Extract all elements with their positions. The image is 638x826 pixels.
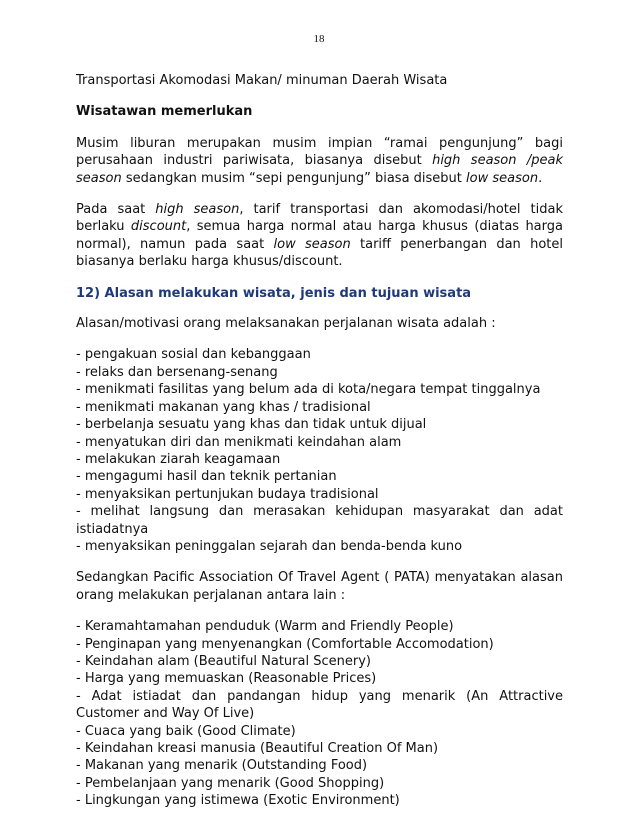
- motivation-list: [76, 346, 563, 555]
- subheading: Wisatawan memerlukan: [76, 104, 253, 120]
- paragraph-tariff: [76, 201, 563, 271]
- list-item: - menyaksikan peninggalan sejarah dan benda-benda kuno: [76, 538, 463, 554]
- list-item: - Keindahan kreasi manusia (Beautiful Creation Of Man): [76, 741, 439, 756]
- list-item: - Keindahan alam (Beautiful Natural Scenery): [76, 653, 371, 669]
- topic-line: Transportasi Akomodasi Makan/ minuman Daerah Wisata: [76, 73, 448, 88]
- section-heading: 12) Alasan melakukan wisata, jenis dan tujuan wisata: [76, 285, 472, 301]
- paragraph-text: Musim liburan merupakan musim impian “ramai pengunjung” bagi perusahaan industri pariwisata, biasanya disebut: [76, 135, 563, 169]
- list-item: - melakukan ziarah keagamaan: [76, 451, 281, 467]
- page-number: 18: [313, 33, 325, 45]
- list-item: - melihat langsung dan merasakan kehidupan masyarakat dan adat istiadatnya: [76, 504, 563, 537]
- list-item: - pengakuan sosial dan kebanggaan: [76, 347, 311, 363]
- list-item: - Pembelanjaan yang menarik (Good Shopping): [76, 775, 385, 791]
- paragraph-text: sedangkan musim “sepi pengunjung” biasa disebut: [121, 170, 467, 186]
- italic-term: discount: [130, 219, 187, 235]
- italic-term: low season: [466, 170, 539, 186]
- paragraph-seasons: [76, 135, 563, 187]
- page-content: [76, 72, 563, 824]
- list-item: - relaks dan bersenang-senang: [76, 364, 278, 380]
- list-item: - menyaksikan pertunjukan budaya tradisional: [76, 486, 379, 502]
- list-item: - Makanan yang menarik (Outstanding Food): [76, 758, 368, 774]
- list-item: - Lingkungan yang istimewa (Exotic Environment): [76, 793, 400, 809]
- list-item: - menyatukan diri dan menikmati keindahan alam: [76, 434, 402, 450]
- list-item: - Keramahtamahan penduduk (Warm and Friendly People): [76, 619, 454, 635]
- pata-reasons-list: [76, 618, 563, 809]
- list-item: - Harga yang memuaskan (Reasonable Prices): [76, 671, 377, 687]
- italic-term: high season: [155, 202, 240, 218]
- list-item: - menikmati fasilitas yang belum ada di kota/negara tempat tinggalnya: [76, 382, 541, 398]
- pata-intro: Sedangkan Pacific Association Of Travel Agent ( PATA) menyatakan alasan orang melakukan perjalanan antara lain :: [76, 570, 563, 603]
- list-item: - menikmati makanan yang khas / tradisional: [76, 399, 371, 415]
- list-item: - Penginapan yang menyenangkan (Comfortable Accomodation): [76, 636, 494, 652]
- list-item: - Adat istiadat dan pandangan hidup yang menarik (An Attractive Customer and Way Of Live): [76, 688, 563, 722]
- paragraph-text: , tarif transportasi dan akomodasi/hotel tidak berlaku: [76, 202, 563, 235]
- list-item: - Cuaca yang baik (Good Climate): [76, 723, 296, 739]
- paragraph-text: tariff penerbangan dan hotel biasanya berlaku harga khusus/discount.: [76, 236, 563, 270]
- motivation-intro: Alasan/motivasi orang melaksanakan perjalanan wisata adalah :: [76, 316, 496, 332]
- italic-term: low season: [273, 236, 351, 252]
- list-item: - mengagumi hasil dan teknik pertanian: [76, 469, 337, 485]
- paragraph-text: Pada saat: [76, 202, 156, 218]
- paragraph-text: , semua harga normal atau harga khusus (diatas harga normal), namun pada saat: [76, 219, 563, 252]
- paragraph-text: .: [538, 170, 543, 186]
- list-item: - berbelanja sesuatu yang khas dan tidak untuk dijual: [76, 417, 427, 433]
- italic-term: high season /peak season: [76, 153, 563, 186]
